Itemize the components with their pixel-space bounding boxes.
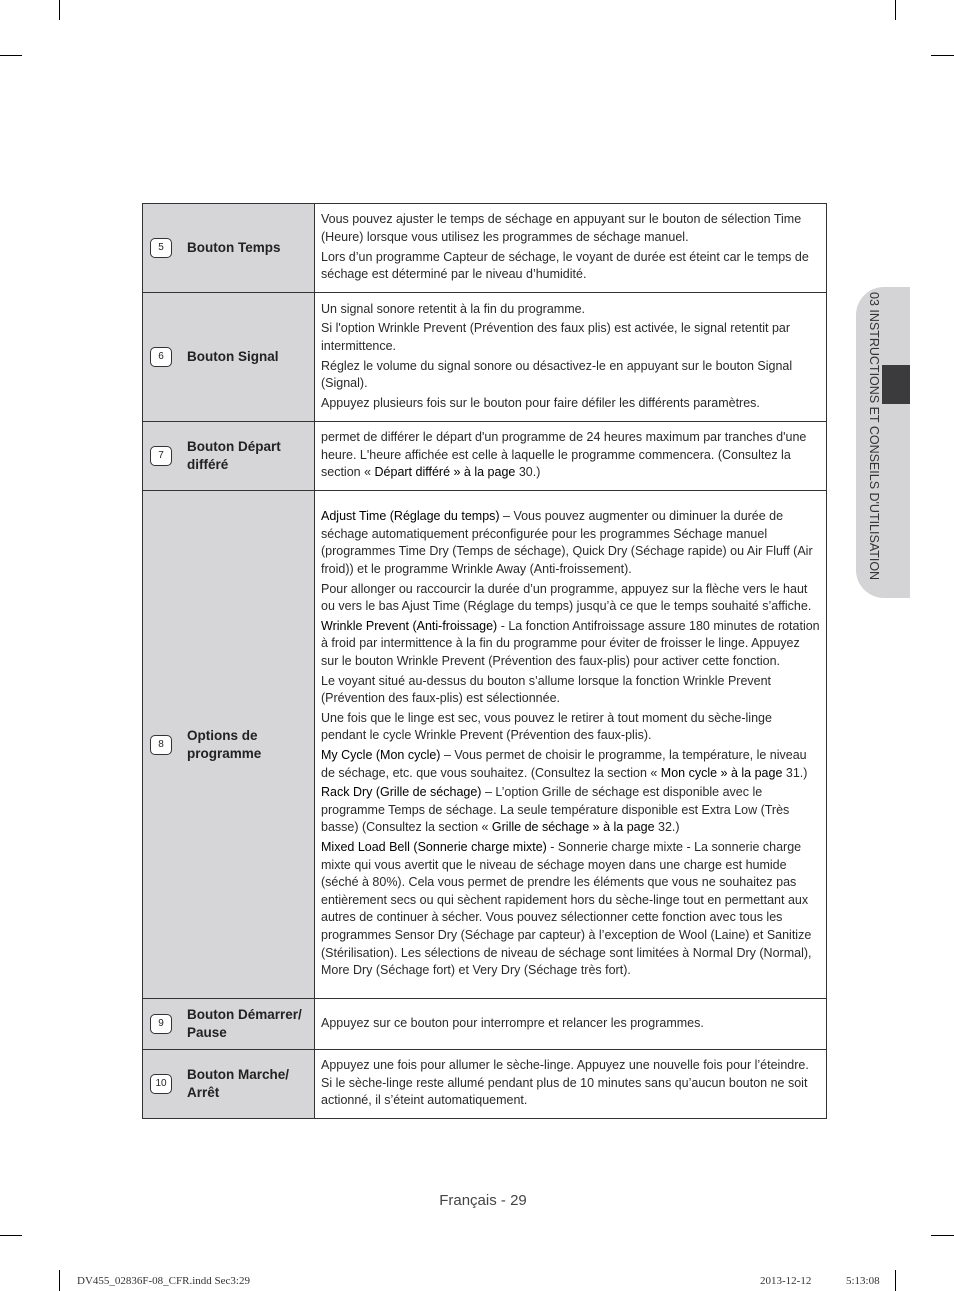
control-name: Options de programme	[187, 727, 262, 761]
footer-time: 5:13:08	[846, 1275, 880, 1287]
control-label	[143, 727, 314, 763]
emphasis-text: Grille de séchage » à la page	[491, 820, 655, 835]
table-row	[143, 204, 827, 293]
control-name: Bouton Démarrer/ Pause	[187, 1007, 302, 1040]
description-paragraph	[321, 320, 820, 355]
description-paragraph	[321, 581, 820, 616]
control-description	[315, 204, 827, 293]
emphasis-text: Adjust Time (Réglage du temps)	[321, 509, 500, 524]
table-row	[143, 999, 827, 1050]
description-paragraph	[321, 710, 820, 745]
control-number-badge: 10	[150, 1074, 172, 1094]
emphasis-text: Rack Dry (Grille de séchage)	[321, 785, 482, 800]
control-label-cell	[143, 293, 315, 422]
description-paragraph	[321, 395, 820, 413]
control-label	[143, 347, 314, 367]
table-row	[143, 491, 827, 999]
body-text: 31.)	[782, 765, 808, 780]
page-number: Français - 29	[439, 1192, 527, 1209]
body-text: 32.)	[654, 820, 680, 835]
control-description	[315, 422, 827, 491]
description-paragraph	[321, 211, 820, 246]
description-paragraph	[321, 301, 820, 319]
description-paragraph	[321, 784, 820, 837]
crop-mark	[931, 1235, 954, 1236]
table-row	[143, 422, 827, 491]
body-text: – Vous pouvez augmenter ou diminuer la durée de séchage automatiquement préconfigurée pour les programmes Séchage manuel (programmes Time Dry (Temps de séchage), Quick Dry (Séchage rapide) ou Air Fluff (Air froid)) et le programme Wrinkle Away (Anti-froissement).	[321, 509, 813, 577]
description-paragraph	[321, 673, 820, 708]
body-text: 30.)	[515, 465, 541, 480]
body-text: Vous pouvez ajuster le temps de séchage en appuyant sur le bouton de sélection Time (Heure) lorsque vous utilisez les programmes de séchage manuel.	[321, 212, 802, 244]
emphasis-text: Wrinkle Prevent (Anti-froissage)	[321, 618, 498, 633]
control-label	[143, 238, 314, 258]
control-description	[315, 491, 827, 999]
control-label-cell	[143, 491, 315, 999]
emphasis-text: Départ différé » à la page	[374, 465, 516, 480]
body-text: – Vous permet de choisir le programme, la température, le niveau de séchage, etc. que vous souhaitez. (Consultez la section «	[321, 748, 807, 780]
description-paragraph	[321, 358, 820, 393]
control-number-badge: 8	[150, 735, 172, 755]
footer-date: 2013-12-12	[760, 1275, 812, 1287]
control-label-cell	[143, 204, 315, 293]
description-paragraph	[321, 249, 820, 284]
table-row	[143, 1050, 827, 1119]
body-text: Réglez le volume du signal sonore ou désactivez-le en appuyant sur le bouton Signal (Signal).	[321, 358, 793, 391]
control-number-badge: 5	[150, 238, 172, 258]
description-paragraph	[321, 747, 820, 782]
body-text: - Sonnerie charge mixte - La sonnerie charge mixte qui vous avertit que le niveau de séchage moyen dans une charge est humide (séché à 80%). Cela vous permet de prendre les éléments que vous ne souhaitez pas entièrement secs ou qui sèchent rapidement hors du sèche-linge tout en permettant aux autres de continuer à sécher. Vous pouvez sélectionner cette fonction avec tous les programmes Sensor Dry (Séchage par capteur) à l’exception de Wool (Laine) et Sanitize (Stérilisation). Les sélections de niveau de séchage sont limitées à Normal Dry (Normal), More Dry (Séchage fort) et Very Dry (Séchage très fort).	[321, 839, 812, 978]
control-label-cell	[143, 422, 315, 491]
control-label-cell	[143, 1050, 315, 1119]
control-number-badge: 6	[150, 347, 172, 367]
control-description	[315, 1050, 827, 1119]
emphasis-text: Mon cycle » à la page	[660, 765, 783, 780]
control-description	[315, 293, 827, 422]
control-label	[143, 438, 314, 474]
controls-table	[142, 203, 827, 1119]
chapter-tab-marker	[882, 365, 910, 404]
description-paragraph	[321, 508, 820, 578]
crop-mark	[931, 55, 954, 56]
body-text: – L’option Grille de séchage est disponible avec le programme Temps de séchage. La seule température disponible est Extra Low (Très basse) (Consultez la section «	[321, 785, 790, 835]
body-text: Appuyez sur ce bouton pour interrompre et relancer les programmes.	[321, 1015, 704, 1030]
crop-mark	[0, 1235, 22, 1236]
control-name: Bouton Signal	[187, 349, 279, 364]
table-row	[143, 293, 827, 422]
body-text: Pour allonger ou raccourcir la durée d’un programme, appuyez sur la flèche vers le haut ou vers le bas Ajust Time (Réglage du temps) jusqu’à ce que le temps souhaité s’affiche.	[321, 581, 812, 614]
description-paragraph	[321, 1057, 820, 1110]
body-text: Une fois que le linge est sec, vous pouvez le retirer à tout moment du sèche-linge pendant le cycle Wrinkle Prevent (Prévention des faux-plis).	[321, 710, 772, 743]
control-description	[315, 999, 827, 1050]
body-text: Appuyez une fois pour allumer le sèche-linge. Appuyez une nouvelle fois pour l’éteindre. Si le sèche-linge reste allumé pendant plus de 10 minutes sans qu’aucun bouton ne soit actionné, il s’éteint automatiquement.	[321, 1058, 809, 1108]
crop-mark	[895, 0, 896, 20]
description-paragraph	[321, 429, 820, 482]
controls-table-body	[143, 204, 827, 1119]
crop-mark	[59, 1270, 60, 1291]
emphasis-text: My Cycle (Mon cycle)	[321, 748, 441, 762]
footer-file-info: DV455_02836F-08_CFR.indd Sec3:29	[77, 1275, 250, 1287]
control-label	[143, 1006, 314, 1042]
body-text: Le voyant situé au-dessus du bouton s’allume lorsque la fonction Wrinkle Prevent (Prévention des faux-plis) est sélectionnée.	[321, 673, 772, 706]
body-text: permet de différer le départ d'un programme de 24 heures maximum par tranches d'une heure. L'heure affichée est celle à laquelle le programme commencera. (Consultez la section «	[321, 430, 807, 480]
crop-mark	[59, 0, 60, 20]
description-paragraph	[321, 839, 820, 980]
control-name: Bouton Départ différé	[187, 439, 281, 472]
body-text: Un signal sonore retentit à la fin du programme.	[321, 301, 586, 316]
description-paragraph	[321, 618, 820, 671]
control-number-badge: 7	[150, 446, 172, 466]
body-text: Appuyez plusieurs fois sur le bouton pour faire défiler les différents paramètres.	[321, 395, 760, 410]
emphasis-text: Mixed Load Bell (Sonnerie charge mixte)	[321, 839, 547, 854]
chapter-tab-label: 03 INSTRUCTIONS ET CONSEILS D'UTILISATION	[867, 292, 881, 581]
body-text: Lors d’un programme Capteur de séchage, le voyant de durée est éteint car le temps de séchage est déterminé par le niveau d’humidité.	[321, 249, 809, 282]
body-text: - La fonction Antifroissage assure 180 minutes de rotation à froid par intermittence à la fin du programme pour éviter de froisser le linge. Appuyez sur le bouton Wrinkle Prevent (Prévention des faux-plis) pour activer cette fonction.	[321, 618, 820, 669]
control-label	[143, 1066, 314, 1102]
control-name: Bouton Marche/ Arrêt	[187, 1066, 290, 1100]
body-text: Si l'option Wrinkle Prevent (Prévention des faux plis) est activée, le signal retentit par intermittence.	[321, 321, 791, 353]
crop-mark	[0, 55, 22, 56]
control-number-badge: 9	[150, 1014, 172, 1034]
control-name: Bouton Temps	[187, 240, 281, 255]
control-label-cell	[143, 999, 315, 1050]
description-paragraph	[321, 1015, 820, 1033]
crop-mark	[895, 1270, 896, 1291]
